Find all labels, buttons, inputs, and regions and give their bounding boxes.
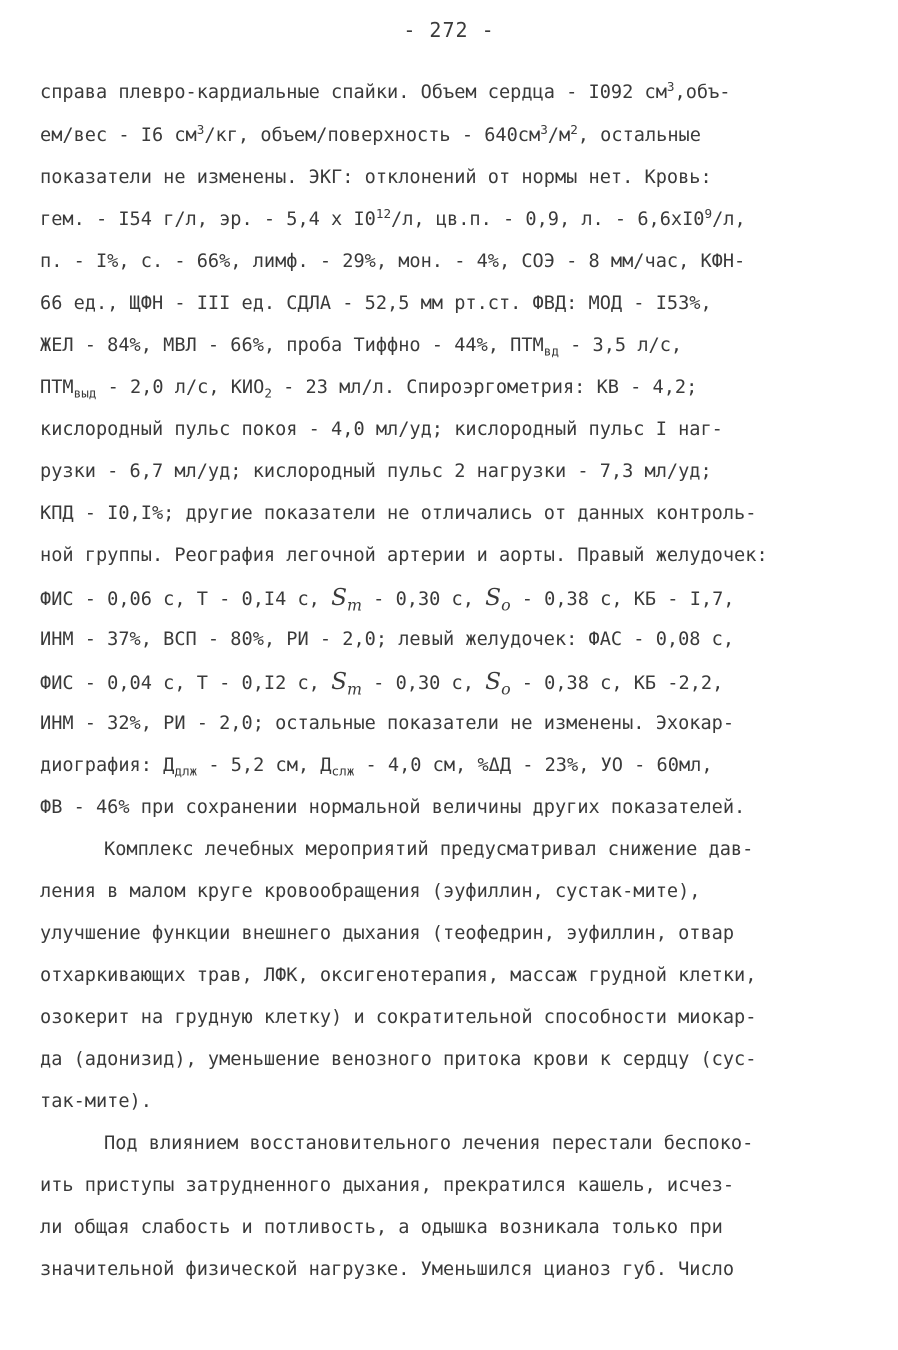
text-line: диография: $Д_{длж} - 5,2$ см, $Д_{слж} - 4,0$ см, %ΔД - 23%, УО - 60мл,: [40, 755, 713, 779]
text-line: улучшение функции внешнего дыхания (теофедрин, эуфиллин, отвар: [40, 923, 735, 944]
text-line: так-мите).: [40, 1091, 152, 1112]
text-line: ем/вес - I6 $см^3/кг$, объем/поверхность - $640см^3/м^2$, остальные: [40, 122, 701, 146]
text-line: отхаркивающих трав, ЛФК, оксигенотерапия, массаж грудной клетки,: [40, 965, 757, 986]
text-line: ЖЕЛ - 84%, МВЛ - 66%, проба Тиффно - 44%, $ПТМ_{вд} - 3,5$ л/с,: [40, 335, 683, 359]
text-line: показатели не изменены. ЭКГ: отклонений от нормы нет. Кровь:: [40, 167, 712, 188]
text-line: значительной физической нагрузке. Уменьшился цианоз губ. Число: [40, 1259, 735, 1280]
text-line: кислородный пульс покоя - 4,0 мл/уд; кислородный пульс I наг-: [40, 419, 723, 440]
text-line: Под влиянием восстановительного лечения перестали беспоко-: [104, 1133, 754, 1154]
text-line: справа плевро-кардиальные спайки. Объем сердца - I092 $см^3,объ-$: [40, 79, 731, 103]
text-line: гем. - I54 г/л, эр. - 5,4 x $I0^{12}/л$, цв.п. - 0,9, л. - $6,6xI0^9/л$,: [40, 206, 746, 230]
text-line: да (адонизид), уменьшение венозного притока крови к сердцу (сус-: [40, 1049, 757, 1070]
text-line: ной группы. Реография легочной артерии и аорты. Правый желудочек:: [40, 545, 768, 566]
text-line: Комплекс лечебных мероприятий предусматривал снижение дав-: [104, 839, 754, 860]
text-line: ФИС - 0,04 с, Т - 0,I2 с, $S_m - 0,30$ с, $S_o - 0,38$ с, КБ -2,2,: [40, 668, 724, 699]
text-line: ИНМ - 32%, РИ - 2,0; остальные показатели не изменены. Эхокар-: [40, 713, 735, 734]
text-line: ФВ - 46% при сохранении нормальной величины других показателей.: [40, 797, 746, 818]
text-line: ФИС - 0,06 с, Т - 0,I4 с, $S_m - 0,30$ с, $S_o - 0,38$ с, КБ - I,7,: [40, 584, 735, 615]
text-line: рузки - 6,7 мл/уд; кислородный пульс 2 нагрузки - 7,3 мл/уд;: [40, 461, 712, 482]
text-line: ли общая слабость и потливость, а одышка возникала только при: [40, 1217, 723, 1238]
text-line: ить приступы затрудненного дыхания, прекратился кашель, исчез-: [40, 1175, 735, 1196]
text-line: КПД - I0,I%; другие показатели не отличались от данных контроль-: [40, 503, 757, 524]
text-line: ления в малом круге кровообращения (эуфиллин, сустак-мите),: [40, 881, 701, 902]
text-line: 66 ед., ЩФН - III ед. СДЛА - 52,5 мм рт.ст. ФВД: МОД - I53%,: [40, 293, 712, 314]
text-line: п. - I%, с. - 66%, лимф. - 29%, мон. - 4%, СОЭ - 8 мм/час, КФН-: [40, 251, 746, 272]
text-line: $ПТМ_{выд} - 2,0$ л/с, $КИО_2 - 23$ мл/л. Спироэргометрия: КВ - 4,2;: [40, 377, 698, 401]
text-line: ИНМ - 37%, ВСП - 80%, РИ - 2,0; левый желудочек: ФАС - 0,08 с,: [40, 629, 735, 650]
page-number: - 272 -: [403, 18, 495, 42]
text-line: озокерит на грудную клетку) и сократительной способности миокар-: [40, 1007, 757, 1028]
